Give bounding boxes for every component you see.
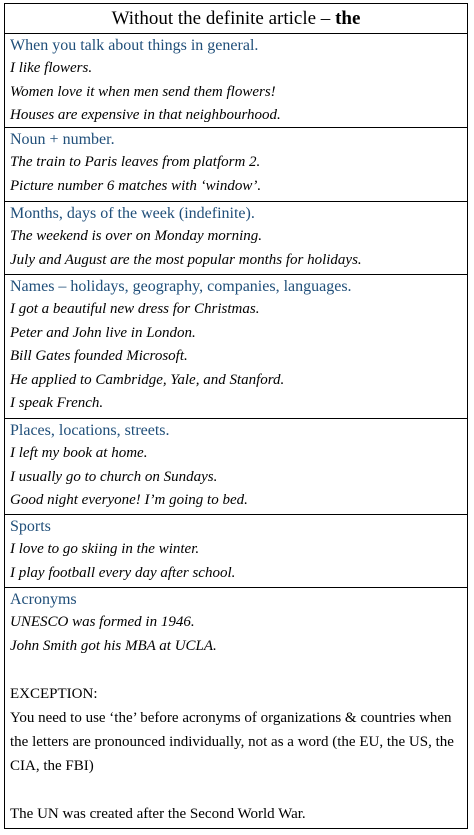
- section-places: [5, 419, 467, 515]
- title-bold-word: the: [335, 8, 361, 29]
- example-sentence: John Smith got his MBA at UCLA.: [10, 637, 217, 654]
- example-sentence: UNESCO was formed in 1946.: [10, 614, 195, 630]
- section-heading: Sports: [10, 518, 51, 535]
- section-acronyms: [5, 588, 467, 826]
- example-sentence: I usually go to church on Sundays.: [10, 468, 218, 485]
- example-sentence: I speak French.: [10, 395, 104, 411]
- example-sentence: The weekend is over on Monday morning.: [10, 228, 263, 244]
- example-sentence: He applied to Cambridge, Yale, and Stanford.: [10, 371, 285, 388]
- exception-example: The UN was created after the Second World War.: [10, 806, 306, 822]
- section-heading: Months, days of the week (indefinite).: [10, 205, 255, 222]
- title-text: Without the definite article –: [111, 8, 336, 29]
- section-heading: Noun + number.: [10, 131, 115, 148]
- section-heading: Acronyms: [10, 591, 77, 608]
- section-heading: When you talk about things in general.: [10, 37, 259, 54]
- spacer: [10, 778, 467, 802]
- section-heading: Places, locations, streets.: [10, 422, 170, 439]
- table-title: [5, 4, 467, 34]
- spacer: [10, 658, 467, 682]
- example-sentence: I got a beautiful new dress for Christmas.: [10, 301, 260, 317]
- example-sentence: Bill Gates founded Microsoft.: [10, 348, 188, 364]
- section-sports: [5, 515, 467, 588]
- section-heading: Names – holidays, geography, companies, languages.: [10, 278, 352, 295]
- example-sentence: I love to go skiing in the winter.: [10, 541, 200, 557]
- section-general: [5, 34, 467, 128]
- example-sentence: I like flowers.: [10, 60, 93, 76]
- section-months-days: [5, 202, 467, 275]
- example-sentence: Picture number 6 matches with ‘window’.: [10, 177, 262, 194]
- example-sentence: I play football every day after school.: [10, 564, 236, 581]
- example-sentence: Houses are expensive in that neighbourhood.: [10, 107, 281, 123]
- example-sentence: Peter and John live in London.: [10, 324, 196, 341]
- example-sentence: I left my book at home.: [10, 445, 148, 461]
- section-names: [5, 275, 467, 419]
- exception-label: EXCEPTION:: [10, 686, 98, 702]
- exception-text: You need to use ‘the’ before acronyms of organizations & countries when the letters are pronounced individually, not as a word (the EU, the US, the CIA, the FBI): [10, 710, 454, 774]
- section-noun-number: [5, 128, 467, 202]
- example-sentence: Good night everyone! I’m going to bed.: [10, 492, 248, 508]
- example-sentence: The train to Paris leaves from platform 2.: [10, 154, 261, 170]
- example-sentence: Women love it when men send them flowers!: [10, 83, 276, 100]
- example-sentence: July and August are the most popular months for holidays.: [10, 251, 362, 268]
- grammar-table: [4, 3, 468, 829]
